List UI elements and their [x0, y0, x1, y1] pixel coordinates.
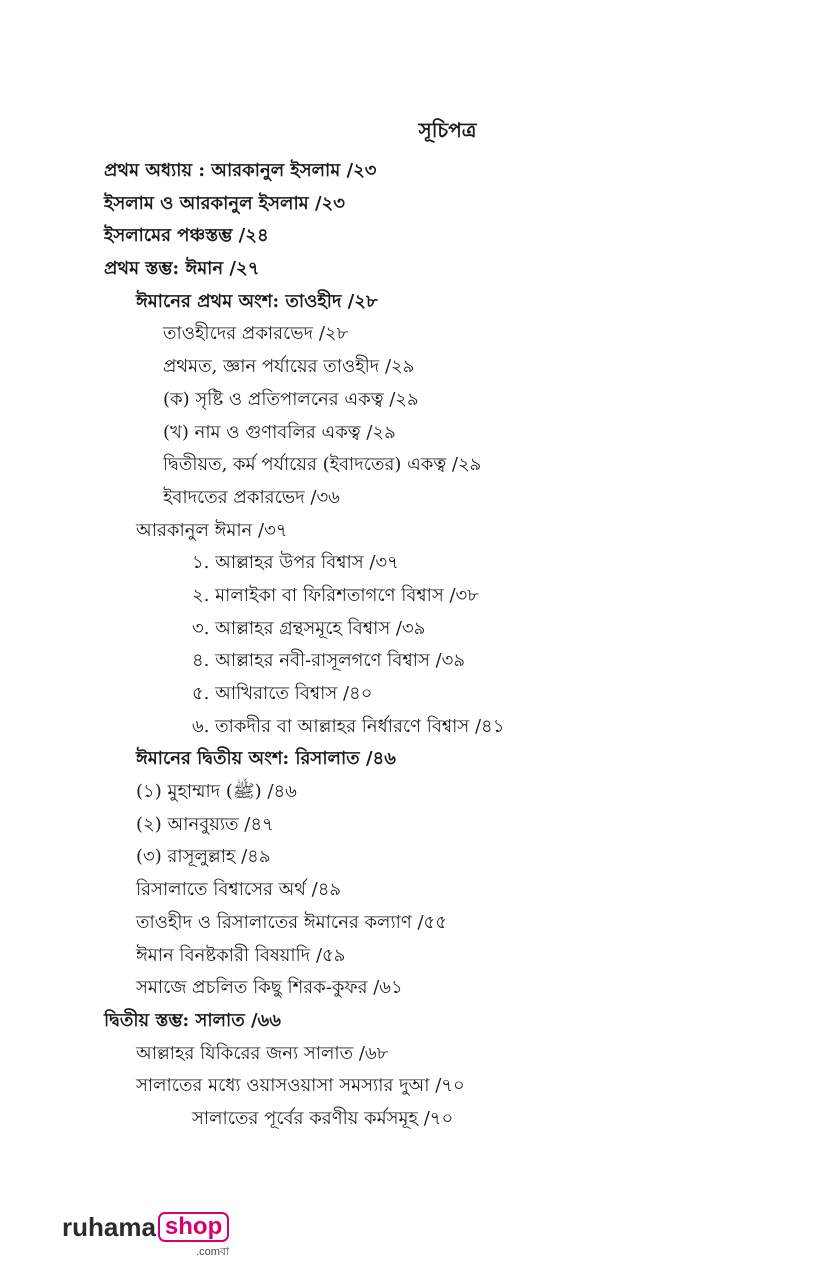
- toc-entry: ৪. আল্লাহর নবী-রাসূলগণে বিশ্বাস /৩৯: [192, 650, 465, 672]
- toc-entry: প্রথম অধ্যায় : আরকানুল ইসলাম /২৩: [104, 160, 377, 181]
- toc-entry: সমাজে প্রচলিত কিছু শিরক-কুফর /৬১: [136, 977, 403, 999]
- toc-entry: ইবাদতের প্রকারভেদ /৩৬: [163, 486, 340, 508]
- toc-entry: ৬. তাকদীর বা আল্লাহর নির্ধারণে বিশ্বাস /৪১: [192, 715, 505, 737]
- toc-entry: ৩. আল্লাহর গ্রন্থসমূহে বিশ্বাস /৩৯: [192, 617, 426, 639]
- toc-entry: আরকানুল ঈমান /৩৭: [136, 519, 288, 541]
- page-title: সূচিপত্র: [418, 118, 477, 142]
- toc-entry: তাওহীদের প্রকারভেদ /২৮: [163, 323, 349, 345]
- toc-entry: (৩) রাসূলুল্লাহ /৪৯: [136, 846, 271, 868]
- toc-entry: (খ) নাম ও গুণাবলির একত্ব /২৯: [163, 421, 396, 443]
- table-of-contents: [0, 155, 825, 1136]
- toc-entry: দ্বিতীয়ত, কর্ম পর্যায়ের (ইবাদতের) একত্ব /২৯: [163, 454, 482, 476]
- toc-entry: সালাতের পূর্বের করণীয় কর্মসমূহ /৭০: [192, 1107, 454, 1129]
- toc-entry: ইসলাম ও আরকানুল ইসলাম /২৩: [104, 192, 345, 214]
- toc-entry: তাওহীদ ও রিসালাতের ঈমানের কল্যাণ /৫৫: [136, 911, 447, 933]
- toc-entry: (২) আনবুয়্যত /৪৭: [136, 813, 274, 835]
- toc-entry: প্রথমত, জ্ঞান পর্যায়ের তাওহীদ /২৯: [163, 356, 415, 378]
- logo-text-shop: shop: [158, 1212, 229, 1242]
- logo-text-ruhama: ruhama: [62, 1212, 156, 1242]
- toc-entry: রিসালাতে বিশ্বাসের অর্থ /৪৯: [136, 879, 342, 901]
- toc-entry: ঈমান বিনষ্টকারী বিষয়াদি /৫৯: [136, 944, 346, 966]
- toc-entry: আল্লাহর যিকিরের জন্য সালাত /৬৮: [136, 1042, 389, 1064]
- toc-entry: ২. মালাইকা বা ফিরিশতাগণে বিশ্বাস /৩৮: [192, 584, 479, 606]
- toc-entry: দ্বিতীয় স্তম্ভ: সালাত /৬৬: [104, 1009, 281, 1031]
- toc-entry: ইসলামের পঞ্চস্তম্ভ /২৪: [104, 225, 269, 247]
- toc-entry: ৫. আখিরাতে বিশ্বাস /৪০: [192, 683, 373, 704]
- toc-entry: ঈমানের প্রথম অংশ: তাওহীদ /২৮: [136, 290, 378, 312]
- toc-entry: প্রথম স্তম্ভ: ঈমান /২৭: [104, 258, 260, 280]
- logo-shop-group: [158, 1212, 229, 1262]
- toc-entry: (১) মুহাম্মাদ (ﷺ) /৪৬: [136, 781, 297, 803]
- toc-entry: (ক) সৃষ্টি ও প্রতিপালনের একত্ব /২৯: [163, 388, 419, 410]
- logo-text-domain: .comবা: [196, 1246, 230, 1258]
- toc-entry: ১. আল্লাহর উপর বিশ্বাস /৩৭: [192, 552, 399, 574]
- toc-entry: সালাতের মধ্যে ওয়াসওয়াসা সমস্যার দুআ /৭০: [136, 1075, 465, 1097]
- brand-logo: [62, 1212, 229, 1262]
- toc-entry: ঈমানের দ্বিতীয় অংশ: রিসালাত /৪৬: [136, 748, 396, 770]
